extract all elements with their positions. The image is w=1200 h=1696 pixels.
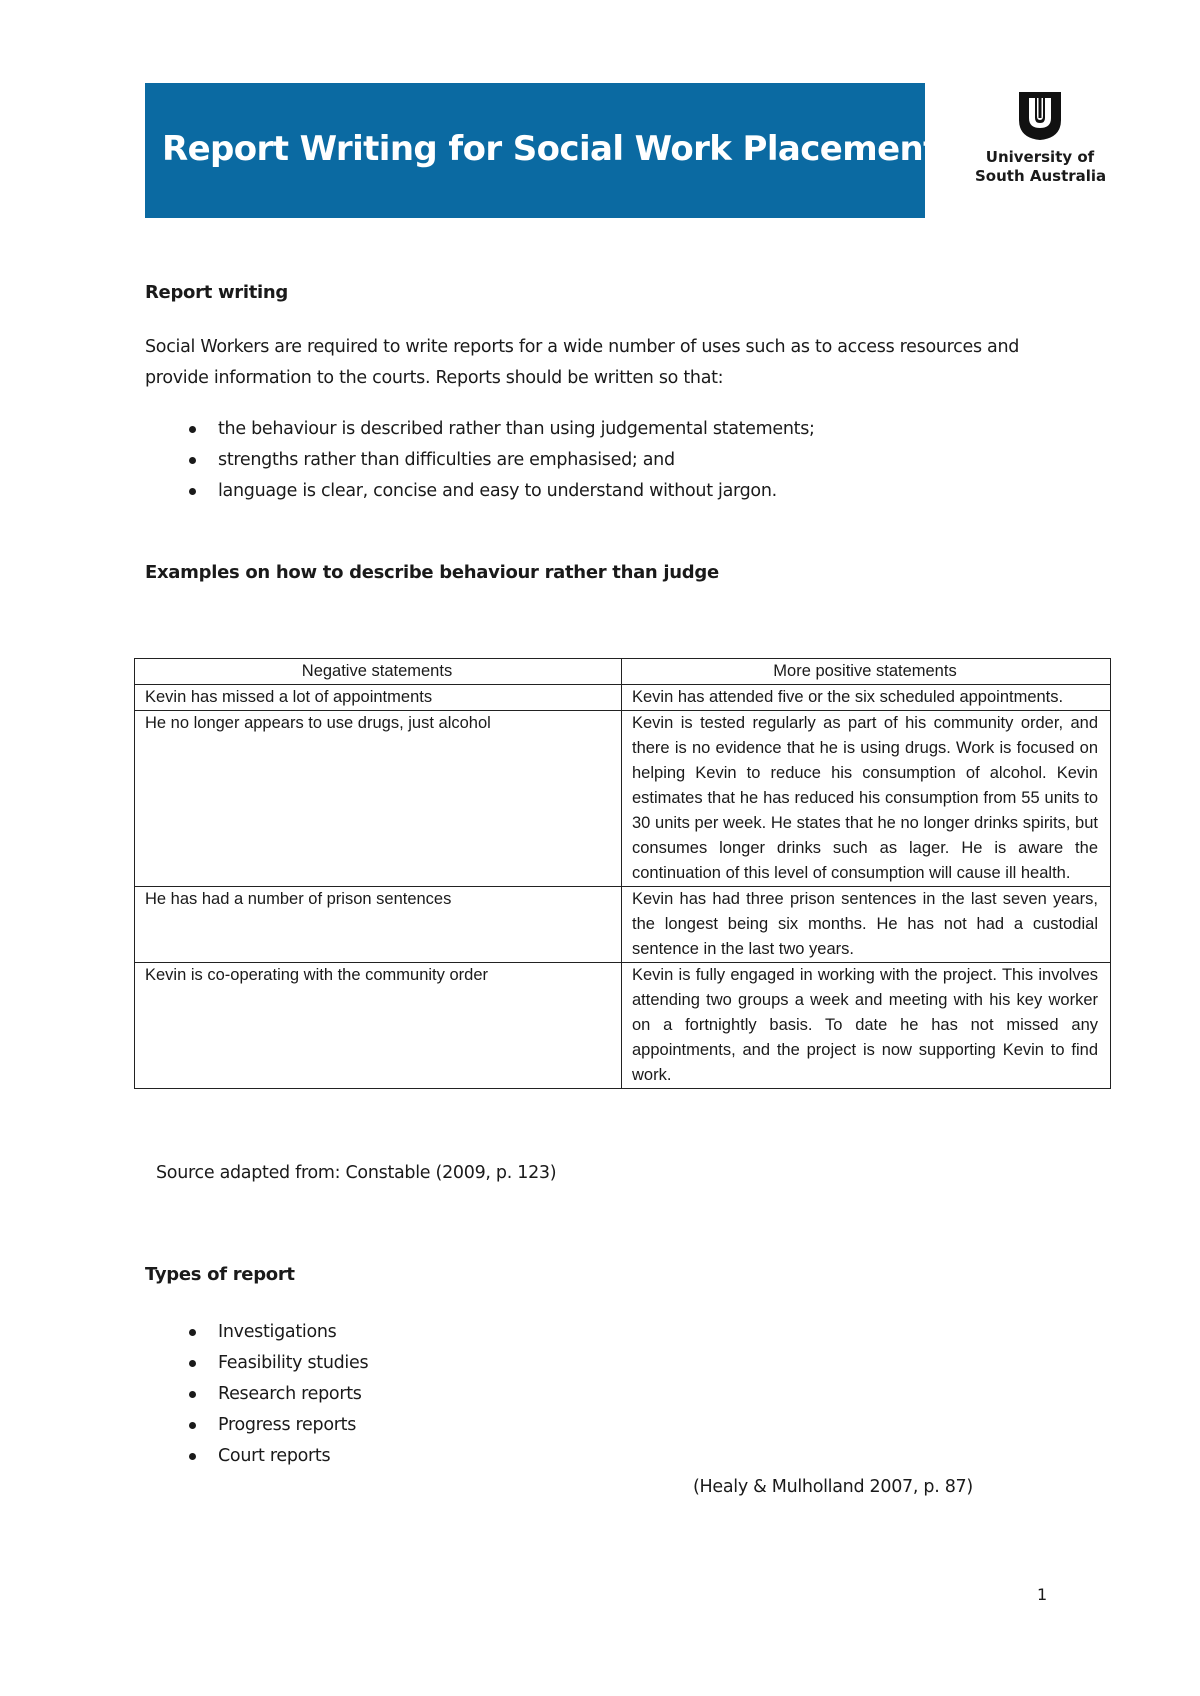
negative-statement: He has had a number of prison sentences bbox=[135, 887, 622, 963]
intro-line-2: provide information to the courts. Reports should be written so that: bbox=[145, 368, 724, 388]
report-types-list bbox=[185, 1317, 368, 1472]
bullet-icon bbox=[189, 1422, 196, 1429]
list-item: Feasibility studies bbox=[185, 1348, 368, 1379]
bullet-icon bbox=[189, 1329, 196, 1336]
page-number: 1 bbox=[1037, 1585, 1048, 1604]
bullet-icon bbox=[189, 426, 196, 433]
university-shield-icon bbox=[1017, 90, 1063, 142]
table-header-row bbox=[135, 659, 1111, 685]
logo-text-line2: South Australia bbox=[975, 167, 1107, 185]
list-item: Investigations bbox=[185, 1317, 368, 1348]
bullet-icon bbox=[189, 1453, 196, 1460]
table-row bbox=[135, 711, 1111, 887]
title-banner bbox=[145, 83, 939, 218]
section-heading-types: Types of report bbox=[145, 1264, 295, 1285]
column-header-positive: More positive statements bbox=[622, 659, 1111, 685]
negative-statement: Kevin has missed a lot of appointments bbox=[135, 685, 622, 711]
column-header-negative: Negative statements bbox=[135, 659, 622, 685]
section-heading-report-writing: Report writing bbox=[145, 282, 289, 303]
intro-line-1: Social Workers are required to write reports for a wide number of uses such as to access resources and bbox=[145, 337, 1020, 357]
bullet-icon bbox=[189, 1391, 196, 1398]
table-row bbox=[135, 963, 1111, 1089]
statements-table bbox=[134, 658, 1111, 1089]
table-source: Source adapted from: Constable (2009, p. 123) bbox=[156, 1163, 557, 1183]
table-row bbox=[135, 685, 1111, 711]
list-item: the behaviour is described rather than using judgemental statements; bbox=[185, 414, 815, 445]
negative-statement: Kevin is co-operating with the community order bbox=[135, 963, 622, 1089]
citation: (Healy & Mulholland 2007, p. 87) bbox=[693, 1477, 973, 1497]
positive-statement: Kevin is fully engaged in working with the project. This involves attending two groups a week and meeting with his key worker on a fortnightly basis. To date he has not missed any appointments, and the project is now supporting Kevin to find work. bbox=[622, 963, 1111, 1089]
list-item: Progress reports bbox=[185, 1410, 368, 1441]
negative-statement: He no longer appears to use drugs, just alcohol bbox=[135, 711, 622, 887]
university-logo bbox=[975, 90, 1105, 190]
bullet-icon bbox=[189, 1360, 196, 1367]
bullet-icon bbox=[189, 488, 196, 495]
list-item: strengths rather than difficulties are emphasised; and bbox=[185, 445, 815, 476]
section-heading-examples: Examples on how to describe behaviour rather than judge bbox=[145, 562, 719, 583]
positive-statement: Kevin is tested regularly as part of his community order, and there is no evidence that he is using drugs. Work is focused on helping Kevin to reduce his consumption of alcohol. Kevin estimates that he has reduced his consumption from 55 units to 30 units per week. He states that he no longer drinks spirits, but consumes longer drinks such as lager. He is aware the continuation of this level of consumption will cause ill health. bbox=[622, 711, 1111, 887]
list-item: Research reports bbox=[185, 1379, 368, 1410]
positive-statement: Kevin has had three prison sentences in the last seven years, the longest being six months. He has not had a custodial sentence in the last two years. bbox=[622, 887, 1111, 963]
bullet-icon bbox=[189, 457, 196, 464]
list-item: Court reports bbox=[185, 1441, 368, 1472]
intro-paragraph bbox=[145, 332, 1085, 394]
table-row bbox=[135, 887, 1111, 963]
logo-text-line1: University of bbox=[985, 148, 1095, 166]
list-item: language is clear, concise and easy to understand without jargon. bbox=[185, 476, 815, 507]
report-guidelines-list bbox=[185, 414, 815, 507]
page-title: Report Writing for Social Work Placement bbox=[162, 129, 939, 169]
positive-statement: Kevin has attended five or the six scheduled appointments. bbox=[622, 685, 1111, 711]
logo-text bbox=[975, 148, 1105, 186]
